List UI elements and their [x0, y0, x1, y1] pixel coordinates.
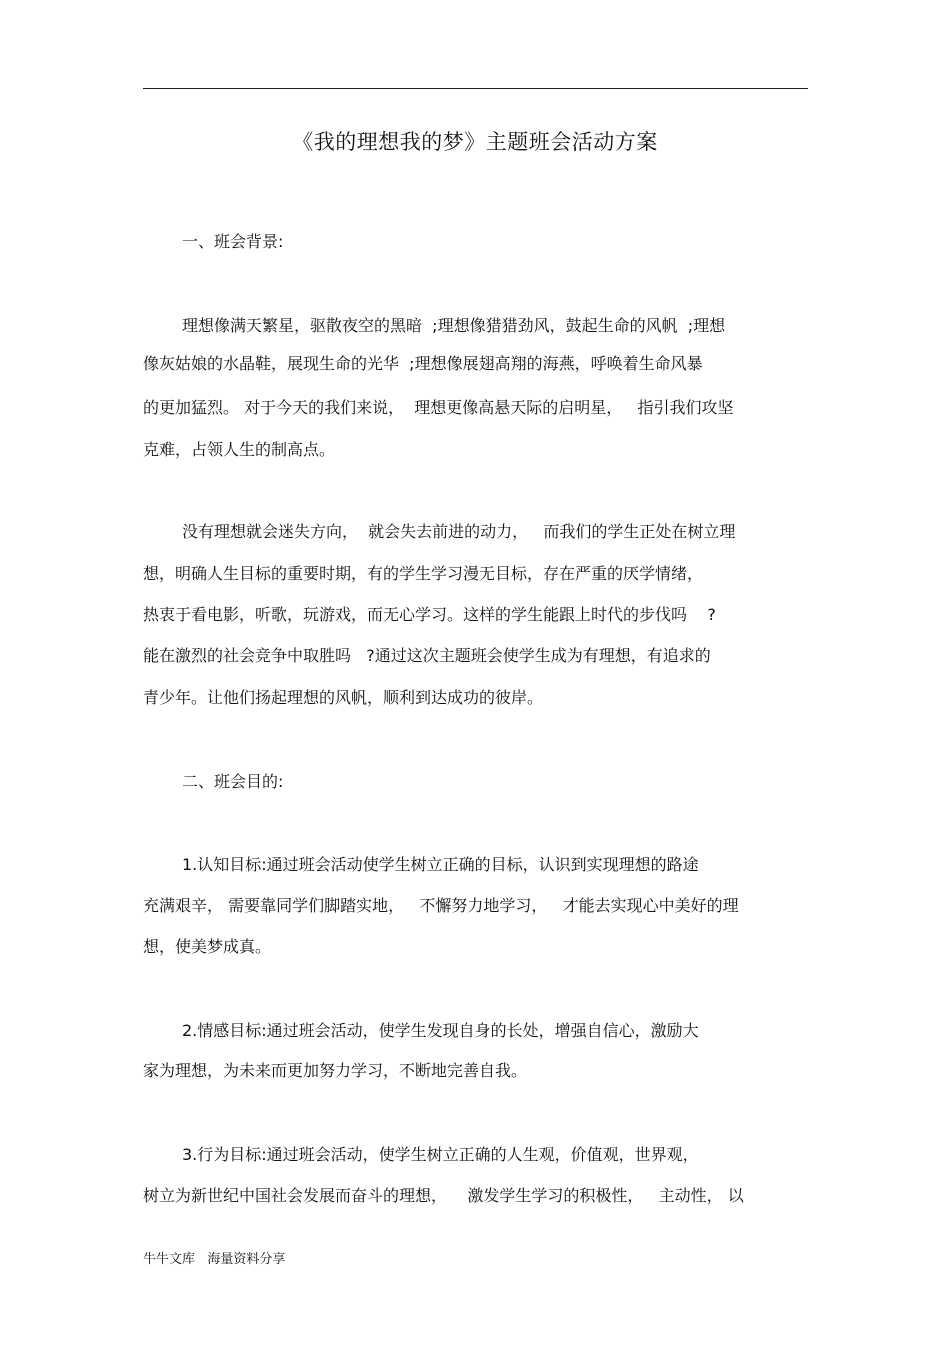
text-line: 充满艰辛， 需要靠同学们脚踏实地， 不懈努力地学习， 才能去实现心中美好的理 — [143, 896, 739, 915]
text-line: 能在激烈的社会竞争中取胜吗 ?通过这次主题班会使学生成为有理想，有追求的 — [143, 646, 711, 665]
text-line: 家为理想，为未来而更加努力学习，不断地完善自我。 — [143, 1061, 528, 1080]
text-line: 青少年。让他们扬起理想的风帆，顺利到达成功的彼岸。 — [143, 688, 544, 707]
section-heading-purpose: 二、班会目的: — [182, 772, 284, 791]
text-line: 理想像满天繁星，驱散夜空的黑暗 ;理想像猎猎劲风，鼓起生命的风帆 ;理想 — [182, 316, 726, 335]
text-line: 没有理想就会迷失方向， 就会失去前进的动力， 而我们的学生正处在树立理 — [182, 522, 736, 541]
text-line: 想，使美梦成真。 — [143, 937, 272, 956]
text-line: 2.情感目标:通过班会活动，使学生发现自身的长处，增强自信心，激励大 — [182, 1021, 699, 1040]
header-rule — [143, 88, 808, 89]
text-line: 像灰姑娘的水晶鞋，展现生命的光华 ;理想像展翅高翔的海燕，呼唤着生命风暴 — [143, 354, 703, 373]
text-line: 的更加猛烈。 对于今天的我们来说， 理想更像高悬天际的启明星， 指引我们攻坚 — [143, 398, 734, 417]
text-line: 想，明确人生目标的重要时期，有的学生学习漫无目标，存在严重的厌学情绪， — [143, 564, 704, 583]
text-line: 树立为新世纪中国社会发展而奋斗的理想， 激发学生学习的积极性， 主动性， 以 — [143, 1186, 744, 1205]
document-title: 《我的理想我的梦》主题班会活动方案 — [292, 130, 658, 154]
text-line: 克难，占领人生的制高点。 — [143, 440, 336, 459]
page-footer: 牛牛文库 海量资料分享 — [143, 1252, 286, 1267]
text-line: 3.行为目标:通过班会活动，使学生树立正确的人生观，价值观，世界观， — [182, 1145, 699, 1164]
text-line: 1.认知目标:通过班会活动使学生树立正确的目标，认识到实现理想的路途 — [182, 855, 699, 874]
text-line: 热衷于看电影，听歌，玩游戏，而无心学习。这样的学生能跟上时代的步伐吗 ? — [143, 605, 716, 624]
section-heading-background: 一、班会背景: — [182, 232, 284, 251]
